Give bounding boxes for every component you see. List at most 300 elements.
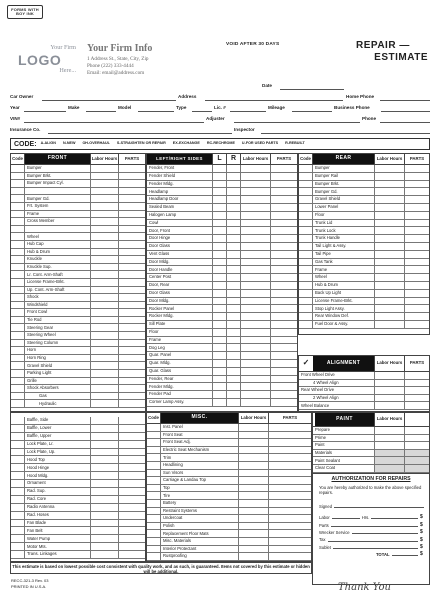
parts-cell[interactable]: [119, 203, 145, 210]
parts-cell[interactable]: [269, 508, 311, 515]
code-cell[interactable]: [11, 203, 25, 210]
parts-cell[interactable]: [269, 432, 311, 439]
code-cell[interactable]: [11, 279, 25, 286]
parts-cell[interactable]: [119, 417, 145, 424]
code-cell[interactable]: [299, 321, 313, 328]
labor-cell[interactable]: [239, 546, 269, 553]
code-cell[interactable]: [11, 226, 25, 233]
left-cell[interactable]: [213, 196, 227, 203]
parts-cell[interactable]: [405, 395, 429, 402]
labor-cell[interactable]: [91, 332, 119, 339]
left-cell[interactable]: [213, 266, 227, 273]
labor-cell[interactable]: [239, 485, 269, 492]
labor-cell[interactable]: [239, 530, 269, 537]
parts-cell[interactable]: [271, 181, 297, 188]
code-cell[interactable]: [147, 523, 161, 530]
parts-cell[interactable]: [405, 220, 429, 227]
parts-cell[interactable]: [119, 543, 145, 550]
labor-cell[interactable]: [375, 181, 405, 188]
labor-cell[interactable]: [241, 352, 271, 359]
parts-cell[interactable]: [119, 400, 145, 407]
labor-cell[interactable]: [239, 454, 269, 461]
labor-cell[interactable]: [91, 441, 119, 448]
make-field[interactable]: [86, 111, 116, 112]
code-cell[interactable]: [11, 512, 25, 519]
parts-cell[interactable]: [271, 368, 297, 375]
code-cell[interactable]: [11, 302, 25, 309]
parts-cell[interactable]: [269, 553, 311, 560]
labor-cell[interactable]: [241, 290, 271, 297]
labor-cell[interactable]: [91, 362, 119, 369]
code-cell[interactable]: [11, 449, 25, 456]
parts-cell[interactable]: [271, 243, 297, 250]
labor-cell[interactable]: [375, 298, 405, 305]
parts-cell[interactable]: [405, 274, 429, 281]
parts-cell[interactable]: [269, 470, 311, 477]
labor-cell[interactable]: [239, 424, 269, 431]
parts-cell[interactable]: [119, 173, 145, 180]
labor-cell[interactable]: [91, 233, 119, 240]
parts-cell[interactable]: [269, 447, 311, 454]
code-cell[interactable]: [11, 543, 25, 550]
labor-cell[interactable]: [91, 488, 119, 495]
signature-field[interactable]: [334, 507, 424, 508]
labor-cell[interactable]: [375, 282, 405, 289]
labor-cell[interactable]: [91, 173, 119, 180]
labor-cell[interactable]: [91, 340, 119, 347]
labor-cell[interactable]: [241, 251, 271, 258]
code-cell[interactable]: [11, 317, 25, 324]
code-cell[interactable]: [299, 305, 313, 312]
code-cell[interactable]: [11, 309, 25, 316]
right-cell[interactable]: [227, 220, 241, 227]
parts-cell[interactable]: [119, 294, 145, 301]
parts-cell[interactable]: [119, 241, 145, 248]
labor-cell[interactable]: [375, 321, 405, 328]
parts-cell[interactable]: [269, 546, 311, 553]
parts-cell[interactable]: [405, 181, 429, 188]
right-cell[interactable]: [227, 344, 241, 351]
parts-cell[interactable]: [405, 380, 429, 387]
labor-cell[interactable]: [91, 324, 119, 331]
code-cell[interactable]: [11, 218, 25, 225]
labor-cell[interactable]: [91, 385, 119, 392]
labor-cell[interactable]: [375, 465, 405, 472]
labor-cell[interactable]: [375, 235, 405, 242]
labor-cell[interactable]: [241, 188, 271, 195]
code-cell[interactable]: [11, 347, 25, 354]
code-cell[interactable]: [11, 480, 25, 487]
right-cell[interactable]: [227, 313, 241, 320]
labor-cell[interactable]: [241, 360, 271, 367]
code-cell[interactable]: [299, 290, 313, 297]
parts-cell[interactable]: [405, 196, 429, 203]
right-cell[interactable]: [227, 243, 241, 250]
parts-cell[interactable]: [269, 530, 311, 537]
labor-cell[interactable]: [375, 165, 405, 172]
labor-cell[interactable]: [375, 435, 405, 442]
parts-cell[interactable]: [271, 337, 297, 344]
code-cell[interactable]: [299, 227, 313, 234]
labor-cell[interactable]: [241, 329, 271, 336]
inspector-field[interactable]: [261, 133, 430, 134]
left-cell[interactable]: [213, 251, 227, 258]
code-cell[interactable]: [11, 456, 25, 463]
left-cell[interactable]: [213, 391, 227, 398]
parts-cell[interactable]: [271, 220, 297, 227]
code-cell[interactable]: [299, 266, 313, 273]
code-cell[interactable]: [11, 496, 25, 503]
code-cell[interactable]: [11, 173, 25, 180]
parts-cell[interactable]: [271, 274, 297, 281]
parts-cell[interactable]: [119, 535, 145, 542]
labor-cell[interactable]: [91, 480, 119, 487]
right-cell[interactable]: [227, 266, 241, 273]
parts-cell[interactable]: [405, 243, 429, 250]
labor-cell[interactable]: [239, 523, 269, 530]
right-cell[interactable]: [227, 399, 241, 406]
code-cell[interactable]: [11, 378, 25, 385]
labor-cell[interactable]: [241, 305, 271, 312]
labor-cell[interactable]: [375, 402, 405, 409]
parts-cell[interactable]: [269, 454, 311, 461]
parts-cell[interactable]: [405, 465, 429, 472]
right-cell[interactable]: [227, 259, 241, 266]
parts-cell[interactable]: [271, 352, 297, 359]
code-cell[interactable]: [147, 439, 161, 446]
right-cell[interactable]: [227, 181, 241, 188]
labor-cell[interactable]: [241, 173, 271, 180]
labor-cell[interactable]: [91, 512, 119, 519]
parts-cell[interactable]: [271, 212, 297, 219]
labor-cell[interactable]: [91, 226, 119, 233]
labor-hours-field[interactable]: [332, 518, 360, 519]
labor-cell[interactable]: [91, 309, 119, 316]
right-cell[interactable]: [227, 360, 241, 367]
parts-cell[interactable]: [271, 188, 297, 195]
labor-cell[interactable]: [91, 241, 119, 248]
code-cell[interactable]: [147, 500, 161, 507]
labor-cell[interactable]: [239, 553, 269, 560]
labor-cell[interactable]: [375, 196, 405, 203]
code-cell[interactable]: [299, 173, 313, 180]
code-cell[interactable]: [147, 447, 161, 454]
wrecker-amount-field[interactable]: [352, 533, 418, 534]
labor-cell[interactable]: [241, 399, 271, 406]
code-cell[interactable]: [147, 538, 161, 545]
parts-cell[interactable]: [271, 344, 297, 351]
left-cell[interactable]: [213, 352, 227, 359]
labor-cell[interactable]: [91, 527, 119, 534]
parts-cell[interactable]: [119, 504, 145, 511]
model-field[interactable]: [138, 111, 174, 112]
labor-cell[interactable]: [91, 317, 119, 324]
parts-cell[interactable]: [119, 195, 145, 202]
parts-cell[interactable]: [405, 387, 429, 394]
right-cell[interactable]: [227, 391, 241, 398]
home-phone-field[interactable]: [380, 100, 430, 101]
code-cell[interactable]: [147, 492, 161, 499]
parts-cell[interactable]: [119, 370, 145, 377]
parts-cell[interactable]: [119, 496, 145, 503]
code-cell[interactable]: [147, 470, 161, 477]
left-cell[interactable]: [213, 368, 227, 375]
labor-cell[interactable]: [375, 450, 405, 457]
left-cell[interactable]: [213, 188, 227, 195]
parts-cell[interactable]: [119, 332, 145, 339]
labor-cell[interactable]: [375, 387, 405, 394]
parts-cell[interactable]: [269, 515, 311, 522]
parts-cell[interactable]: [119, 287, 145, 294]
parts-cell[interactable]: [119, 180, 145, 187]
parts-cell[interactable]: [119, 226, 145, 233]
code-cell[interactable]: [11, 332, 25, 339]
parts-cell[interactable]: [119, 488, 145, 495]
labor-cell[interactable]: [239, 470, 269, 477]
labor-cell[interactable]: [239, 515, 269, 522]
address-field[interactable]: [205, 100, 343, 101]
code-cell[interactable]: [299, 204, 313, 211]
parts-cell[interactable]: [405, 402, 429, 409]
mileage-field[interactable]: [292, 111, 332, 112]
labor-cell[interactable]: [239, 477, 269, 484]
left-cell[interactable]: [213, 344, 227, 351]
parts-cell[interactable]: [119, 425, 145, 432]
parts-cell[interactable]: [119, 449, 145, 456]
labor-cell[interactable]: [375, 243, 405, 250]
labor-cell[interactable]: [91, 520, 119, 527]
parts-cell[interactable]: [119, 233, 145, 240]
parts-cell[interactable]: [405, 321, 429, 328]
labor-cell[interactable]: [241, 165, 271, 172]
parts-cell[interactable]: [119, 472, 145, 479]
right-cell[interactable]: [227, 298, 241, 305]
labor-cell[interactable]: [241, 368, 271, 375]
labor-cell[interactable]: [91, 417, 119, 424]
labor-cell[interactable]: [375, 204, 405, 211]
parts-cell[interactable]: [271, 360, 297, 367]
code-cell[interactable]: [147, 432, 161, 439]
labor-cell[interactable]: [91, 504, 119, 511]
code-cell[interactable]: [11, 535, 25, 542]
sublet-amount-field[interactable]: [333, 548, 418, 549]
adjuster-field[interactable]: [234, 122, 360, 123]
parts-cell[interactable]: [271, 196, 297, 203]
labor-cell[interactable]: [91, 188, 119, 195]
labor-cell[interactable]: [241, 220, 271, 227]
code-cell[interactable]: [147, 462, 161, 469]
code-cell[interactable]: [11, 271, 25, 278]
labor-cell[interactable]: [375, 290, 405, 297]
parts-cell[interactable]: [271, 204, 297, 211]
code-cell[interactable]: [299, 165, 313, 172]
phone-field[interactable]: [380, 122, 430, 123]
parts-cell[interactable]: [269, 492, 311, 499]
code-cell[interactable]: [11, 264, 25, 271]
code-cell[interactable]: [11, 165, 25, 172]
labor-cell[interactable]: [91, 264, 119, 271]
parts-cell[interactable]: [271, 383, 297, 390]
parts-cell[interactable]: [119, 551, 145, 558]
parts-cell[interactable]: [119, 165, 145, 172]
parts-cell[interactable]: [405, 173, 429, 180]
parts-cell[interactable]: [271, 259, 297, 266]
labor-cell[interactable]: [375, 220, 405, 227]
code-cell[interactable]: [299, 181, 313, 188]
parts-amount-field[interactable]: [331, 526, 418, 527]
code-cell[interactable]: [11, 441, 25, 448]
code-cell[interactable]: [299, 282, 313, 289]
labor-cell[interactable]: [241, 391, 271, 398]
labor-cell[interactable]: [241, 196, 271, 203]
parts-cell[interactable]: [119, 456, 145, 463]
parts-cell[interactable]: [119, 527, 145, 534]
parts-cell[interactable]: [271, 313, 297, 320]
right-cell[interactable]: [227, 235, 241, 242]
parts-cell[interactable]: [271, 329, 297, 336]
left-cell[interactable]: [213, 235, 227, 242]
labor-cell[interactable]: [241, 298, 271, 305]
labor-cell[interactable]: [241, 282, 271, 289]
right-cell[interactable]: [227, 212, 241, 219]
code-cell[interactable]: [299, 188, 313, 195]
parts-cell[interactable]: [119, 317, 145, 324]
parts-cell[interactable]: [271, 399, 297, 406]
labor-cell[interactable]: [91, 393, 119, 400]
parts-cell[interactable]: [119, 279, 145, 286]
labor-cell[interactable]: [91, 464, 119, 471]
code-cell[interactable]: [147, 515, 161, 522]
labor-cell[interactable]: [91, 271, 119, 278]
labor-cell[interactable]: [375, 442, 405, 449]
labor-cell[interactable]: [91, 425, 119, 432]
labor-cell[interactable]: [241, 243, 271, 250]
labor-cell[interactable]: [239, 538, 269, 545]
code-cell[interactable]: [299, 313, 313, 320]
lic-field[interactable]: [230, 111, 266, 112]
right-cell[interactable]: [227, 173, 241, 180]
parts-cell[interactable]: [269, 485, 311, 492]
parts-cell[interactable]: [119, 347, 145, 354]
right-cell[interactable]: [227, 376, 241, 383]
labor-cell[interactable]: [239, 439, 269, 446]
left-cell[interactable]: [213, 259, 227, 266]
parts-cell[interactable]: [119, 393, 145, 400]
code-cell[interactable]: [299, 235, 313, 242]
code-cell[interactable]: [147, 553, 161, 560]
left-cell[interactable]: [213, 376, 227, 383]
labor-cell[interactable]: [239, 508, 269, 515]
date-field[interactable]: [280, 89, 344, 90]
labor-cell[interactable]: [91, 355, 119, 362]
code-cell[interactable]: [147, 485, 161, 492]
labor-cell[interactable]: [91, 543, 119, 550]
code-cell[interactable]: [299, 251, 313, 258]
business-phone-field[interactable]: [381, 111, 430, 112]
parts-cell[interactable]: [405, 235, 429, 242]
code-cell[interactable]: [299, 212, 313, 219]
left-cell[interactable]: [213, 337, 227, 344]
code-cell[interactable]: [11, 294, 25, 301]
parts-cell[interactable]: [271, 227, 297, 234]
right-cell[interactable]: [227, 352, 241, 359]
parts-cell[interactable]: [269, 500, 311, 507]
parts-cell[interactable]: [119, 378, 145, 385]
code-cell[interactable]: [147, 530, 161, 537]
right-cell[interactable]: [227, 282, 241, 289]
parts-cell[interactable]: [405, 188, 429, 195]
code-cell[interactable]: [11, 355, 25, 362]
labor-cell[interactable]: [91, 456, 119, 463]
left-cell[interactable]: [213, 282, 227, 289]
tax-amount-field[interactable]: [328, 541, 418, 542]
code-cell[interactable]: [299, 243, 313, 250]
labor-cell[interactable]: [375, 427, 405, 434]
code-cell[interactable]: [11, 370, 25, 377]
parts-cell[interactable]: [271, 266, 297, 273]
code-cell[interactable]: [11, 551, 25, 558]
left-cell[interactable]: [213, 360, 227, 367]
labor-cell[interactable]: [91, 472, 119, 479]
labor-cell[interactable]: [91, 347, 119, 354]
parts-cell[interactable]: [405, 305, 429, 312]
parts-cell[interactable]: [269, 477, 311, 484]
parts-cell[interactable]: [271, 376, 297, 383]
labor-cell[interactable]: [91, 249, 119, 256]
labor-cell[interactable]: [91, 211, 119, 218]
parts-cell[interactable]: [405, 204, 429, 211]
labor-cell[interactable]: [375, 266, 405, 273]
left-cell[interactable]: [213, 227, 227, 234]
total-amount-field[interactable]: [392, 555, 418, 556]
year-field[interactable]: [24, 111, 66, 112]
labor-cell[interactable]: [91, 302, 119, 309]
labor-cell[interactable]: [91, 218, 119, 225]
labor-amount-field[interactable]: [371, 518, 418, 519]
left-cell[interactable]: [213, 321, 227, 328]
code-cell[interactable]: [147, 508, 161, 515]
labor-cell[interactable]: [375, 173, 405, 180]
left-cell[interactable]: [213, 220, 227, 227]
parts-cell[interactable]: [271, 235, 297, 242]
parts-cell[interactable]: [119, 362, 145, 369]
parts-cell[interactable]: [119, 433, 145, 440]
labor-cell[interactable]: [241, 227, 271, 234]
code-cell[interactable]: [11, 287, 25, 294]
labor-cell[interactable]: [91, 180, 119, 187]
labor-cell[interactable]: [91, 378, 119, 385]
parts-cell[interactable]: [269, 523, 311, 530]
parts-cell[interactable]: [269, 538, 311, 545]
right-cell[interactable]: [227, 368, 241, 375]
labor-cell[interactable]: [91, 370, 119, 377]
parts-cell[interactable]: [405, 212, 429, 219]
labor-cell[interactable]: [241, 376, 271, 383]
labor-cell[interactable]: [91, 433, 119, 440]
parts-cell[interactable]: [405, 227, 429, 234]
parts-cell[interactable]: [119, 188, 145, 195]
parts-cell[interactable]: [405, 282, 429, 289]
labor-cell[interactable]: [241, 204, 271, 211]
labor-cell[interactable]: [91, 400, 119, 407]
left-cell[interactable]: [213, 212, 227, 219]
code-cell[interactable]: [11, 400, 25, 407]
labor-cell[interactable]: [241, 383, 271, 390]
labor-cell[interactable]: [91, 279, 119, 286]
code-cell[interactable]: [11, 425, 25, 432]
parts-cell[interactable]: [119, 520, 145, 527]
code-cell[interactable]: [299, 220, 313, 227]
